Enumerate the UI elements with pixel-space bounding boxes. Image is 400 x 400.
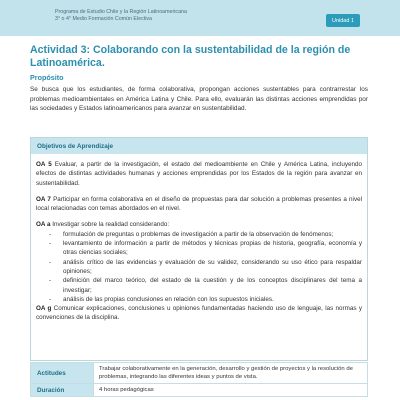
list-item: - análisis de las propias conclusiones en relación con los supuestos iniciales. [36,295,362,304]
objective-oag [36,304,362,323]
list-item: - formulación de preguntas o problemas de investigación a partir de la observación de fenómenos; [36,230,362,239]
attitudes-value: Trabajar colaborativamente en la generación, desarrollo y gestión de proyectos y la resolución de problemas, integrando las diferentes ideas y puntos de vista. [94,363,368,384]
list-item: - definición del marco teórico, del estado de la cuestión y de los conceptos disciplinares del tema a investigar; [36,276,362,295]
program-info [55,9,187,23]
objectives-body [31,154,367,323]
attitudes-label: Actitudes [31,363,94,384]
duration-label: Duración [31,384,94,397]
objective-oa7 [36,195,362,214]
activity-title: Actividad 3: Colaborando con la sustentabilidad de la región de Latinoamérica. [30,44,351,69]
table-row [31,363,368,384]
objective-code: OA g [36,305,52,313]
list-item: - levantamiento de información a partir de métodos y técnicas propias de historia, geografía, economía y otras ciencias sociales; [36,239,362,258]
duration-value: 4 horas pedagógicas [94,384,368,397]
objective-code: OA a [36,221,51,229]
objective-oaa [36,220,362,229]
research-criteria-list [36,230,362,304]
purpose-text: Se busca que los estudiantes, de forma colaborativa, propongan acciones sustentables para contrarrestar los problemas medioambientales en América Latina y Chile. Para ello, evaluarán las distintas acciones emprendidas por las sociedades y Estados latinoamericanos para avanzar en sustentabilidad. [30,86,368,113]
objectives-heading: Objetivos de Aprendizaje [31,138,367,154]
objective-text: Investigar sobre la realidad considerando: [50,221,170,229]
objective-code: OA 7 [36,195,51,203]
program-name: Programa de Estudio Chile y la Región Latinoamericana [55,9,187,15]
table-row [31,384,368,397]
purpose-heading: Propósito [30,73,64,82]
program-level: 3° o 4° Medio Formación Común Electiva [55,16,152,22]
unit-badge: Unidad 1 [326,14,360,27]
learning-objectives-box [30,137,368,361]
objective-text: Comunicar explicaciones, conclusiones u opiniones fundamentadas haciendo uso de lenguaje, las normas y convenciones de la disciplina. [36,305,362,322]
activity-info-table [30,362,368,397]
header-band [0,0,400,36]
list-item: - análisis crítico de las evidencias y evaluación de su validez, considerando su uso ético para respaldar opiniones; [36,258,362,277]
objective-code: OA 5 [36,161,52,168]
objective-text: Evaluar, a partir de la investigación, el estado del medioambiente en Chile y América Latina, incluyendo efectos de distintas actividades humanas y acciones emprendidas por los Estados de la región para avanzar en sustentabilidad. [36,161,362,187]
objective-oa5 [36,160,362,188]
objective-text: Participar en forma colaborativa en el diseño de propuestas para dar solución a problemas presentes a nivel local relacionadas con temas abordados en el nivel. [36,195,363,213]
